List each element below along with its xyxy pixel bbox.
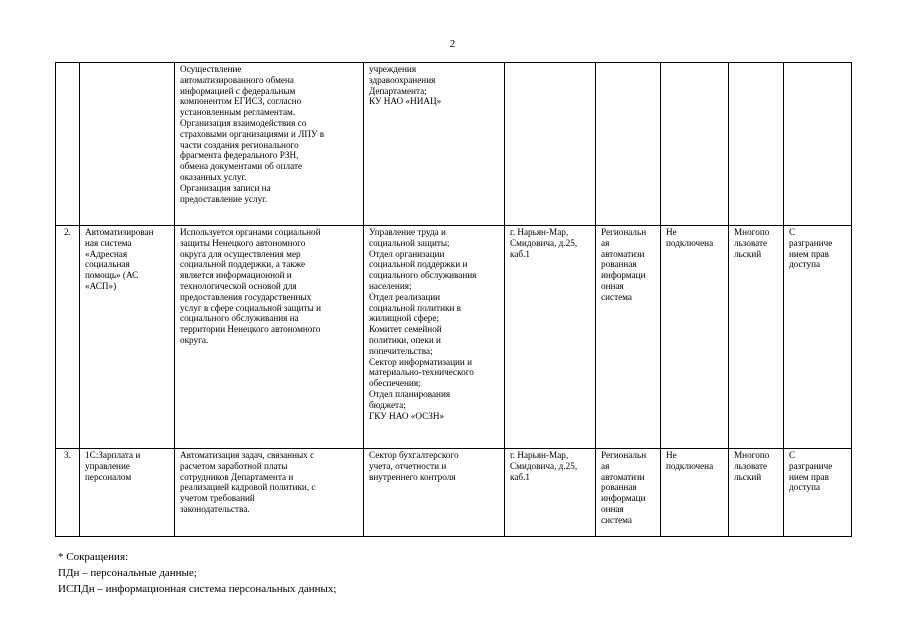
- cell-line: Отдел организации: [369, 248, 445, 259]
- cell-line: политики, опеки и: [369, 334, 441, 345]
- cell-line: предоставления государственных: [180, 291, 312, 302]
- cell-purpose: [175, 449, 364, 537]
- cell-line: социальной поддержки и: [369, 259, 468, 270]
- cell-line: ГКУ НАО «ОСЗН»: [369, 410, 445, 421]
- cell-line: «Адресная: [85, 248, 128, 259]
- cell-line: социальной защиты;: [369, 237, 450, 248]
- cell-line: подключена: [666, 460, 714, 471]
- cell-line: онная: [601, 503, 624, 514]
- cell-line: социальной политики в: [369, 302, 462, 313]
- cell-line: управление: [85, 460, 130, 471]
- cell-line: Многопо: [734, 450, 770, 460]
- cell-line: территории Ненецкого автономного: [180, 324, 321, 335]
- cell-line: рованная: [601, 482, 637, 493]
- cell-line: система: [601, 291, 632, 302]
- cell-line: обмена документами об оплате: [180, 161, 303, 172]
- cell-line: информаци: [601, 493, 646, 504]
- cell-line: автоматизи: [601, 471, 645, 482]
- cell-purpose: [175, 226, 364, 449]
- cell-access: [784, 63, 852, 226]
- cell-line: внутреннего контроля: [369, 471, 456, 482]
- cell-line: система: [601, 514, 632, 525]
- cell-line: Организация взаимодействия со: [180, 117, 307, 128]
- cell-line: помощь» (АС: [85, 270, 139, 281]
- table-row: [56, 226, 852, 449]
- cell-mode: [729, 449, 784, 537]
- cell-num: 2.: [56, 226, 80, 449]
- cell-line: социальной поддержки, а также: [180, 259, 306, 270]
- cell-line: С: [789, 227, 796, 237]
- cell-name: [80, 63, 175, 226]
- cell-line: «АСП»): [85, 280, 117, 291]
- cell-access: [784, 449, 852, 537]
- cell-line: рованная: [601, 259, 637, 270]
- cell-line: Сектор бухгалтерского: [369, 450, 459, 460]
- cell-line: льский: [734, 248, 762, 259]
- cell-connection: [661, 449, 729, 537]
- cell-line: обеспечения;: [369, 378, 421, 389]
- cell-line: округа для осуществления мер: [180, 248, 301, 259]
- cell-line: попечительства;: [369, 345, 433, 356]
- cell-purpose: [175, 63, 364, 226]
- cell-users: [364, 226, 505, 449]
- cell-line: оказанных услуг.: [180, 171, 247, 182]
- cell-line: разграниче: [789, 237, 833, 248]
- cell-line: Не: [666, 450, 677, 460]
- cell-connection: [661, 63, 729, 226]
- cell-line: фрагмента федерального РЗН,: [180, 150, 299, 161]
- cell-line: части создания регионального: [180, 139, 299, 150]
- cell-line: льзовате: [734, 237, 768, 248]
- cell-line: г. Нарьян-Мар,: [510, 227, 569, 237]
- cell-line: учета, отчетности и: [369, 460, 447, 471]
- information-systems-table: [55, 62, 852, 537]
- cell-line: Региональн: [601, 227, 647, 237]
- cell-line: Управление труда и: [369, 227, 446, 237]
- cell-line: льский: [734, 471, 762, 482]
- cell-line: каб.1: [510, 248, 530, 259]
- cell-location: [505, 63, 596, 226]
- table-row: [56, 449, 852, 537]
- cell-line: каб.1: [510, 471, 530, 482]
- cell-line: компонентом ЕГИСЗ, согласно: [180, 96, 302, 107]
- cell-name: [80, 449, 175, 537]
- cell-line: автоматизи: [601, 248, 645, 259]
- cell-line: 1С:Зарплата и: [85, 450, 141, 460]
- cell-line: нием прав: [789, 471, 829, 482]
- cell-location: [505, 226, 596, 449]
- cell-line: населения;: [369, 280, 412, 291]
- cell-line: округа.: [180, 334, 209, 345]
- footnotes: [58, 549, 336, 597]
- cell-line: Комитет семейной: [369, 324, 442, 335]
- cell-line: является информационной и: [180, 270, 292, 281]
- cell-line: доступа: [789, 259, 821, 270]
- cell-location: [505, 449, 596, 537]
- cell-line: бюджета;: [369, 399, 406, 410]
- cell-line: социального обслуживания: [369, 270, 477, 281]
- cell-line: услуг в сфере социальной защиты и: [180, 302, 322, 313]
- cell-users: [364, 449, 505, 537]
- cell-type: [596, 449, 661, 537]
- cell-line: защиты Ненецкого автономного: [180, 237, 306, 248]
- cell-line: Автоматизирован: [85, 227, 154, 237]
- cell-line: Смидовича, д.25,: [510, 237, 578, 248]
- cell-line: льзовате: [734, 460, 768, 471]
- cell-line: г. Нарьян-Мар,: [510, 450, 569, 460]
- cell-line: материально-технического: [369, 367, 474, 378]
- cell-line: установленным регламентам.: [180, 107, 296, 118]
- cell-line: Осуществление: [180, 64, 242, 74]
- cell-line: Сектор информатизации и: [369, 356, 473, 367]
- cell-users: [364, 63, 505, 226]
- cell-line: ая: [601, 460, 610, 471]
- cell-line: С: [789, 450, 796, 460]
- cell-line: ая: [601, 237, 610, 248]
- cell-line: автоматизированного обмена: [180, 74, 294, 85]
- cell-name: [80, 226, 175, 449]
- cell-line: подключена: [666, 237, 714, 248]
- cell-type: [596, 226, 661, 449]
- cell-line: ная система: [85, 237, 132, 248]
- footnote-ispdn: ИСПДн – информационная система персональных данных;: [58, 583, 337, 595]
- cell-line: Отдел реализации: [369, 291, 441, 302]
- cell-line: жилищной сфере;: [369, 313, 440, 324]
- cell-line: предоставление услуг.: [180, 193, 268, 204]
- cell-line: Используется органами социальной: [180, 227, 321, 237]
- cell-access: [784, 226, 852, 449]
- table-body: [56, 63, 852, 537]
- cell-line: информаци: [601, 270, 646, 281]
- page-number: 2: [449, 38, 456, 50]
- cell-mode: [729, 226, 784, 449]
- cell-line: Организация записи на: [180, 182, 271, 193]
- cell-line: законодательства.: [180, 503, 250, 514]
- cell-line: социальная: [85, 259, 130, 270]
- cell-line: здравоохранения: [369, 74, 436, 85]
- footnote-heading: * Сокращения:: [58, 551, 129, 563]
- cell-line: персоналом: [85, 471, 132, 482]
- cell-connection: [661, 226, 729, 449]
- cell-line: КУ НАО «НИАЦ»: [369, 96, 442, 107]
- cell-line: онная: [601, 280, 624, 291]
- cell-line: расчетом заработной платы: [180, 460, 288, 471]
- cell-line: разграниче: [789, 460, 833, 471]
- cell-line: Департамента;: [369, 85, 427, 96]
- cell-line: страховыми организациями и ЛПУ в: [180, 128, 325, 139]
- cell-line: Автоматизация задач, связанных с: [180, 450, 315, 460]
- cell-num: 3.: [56, 449, 80, 537]
- cell-line: сотрудников Департамента и: [180, 471, 294, 482]
- cell-line: учреждения: [369, 64, 417, 74]
- cell-line: Смидовича, д.25,: [510, 460, 578, 471]
- footnote-pdn: ПДн – персональные данные;: [58, 567, 197, 579]
- cell-line: доступа: [789, 482, 821, 493]
- cell-mode: [729, 63, 784, 226]
- cell-line: нием прав: [789, 248, 829, 259]
- cell-line: Не: [666, 227, 677, 237]
- cell-line: Отдел планирования: [369, 388, 451, 399]
- cell-line: Региональн: [601, 450, 647, 460]
- table-row: [56, 63, 852, 226]
- cell-line: реализацией кадровой политики, с: [180, 482, 316, 493]
- cell-line: технологической основой для: [180, 280, 297, 291]
- cell-line: Многопо: [734, 227, 770, 237]
- cell-type: [596, 63, 661, 226]
- cell-num: [56, 63, 80, 226]
- cell-line: социального обслуживания на: [180, 313, 299, 324]
- cell-line: учетом требований: [180, 493, 255, 504]
- cell-line: информацией с федеральным: [180, 85, 296, 96]
